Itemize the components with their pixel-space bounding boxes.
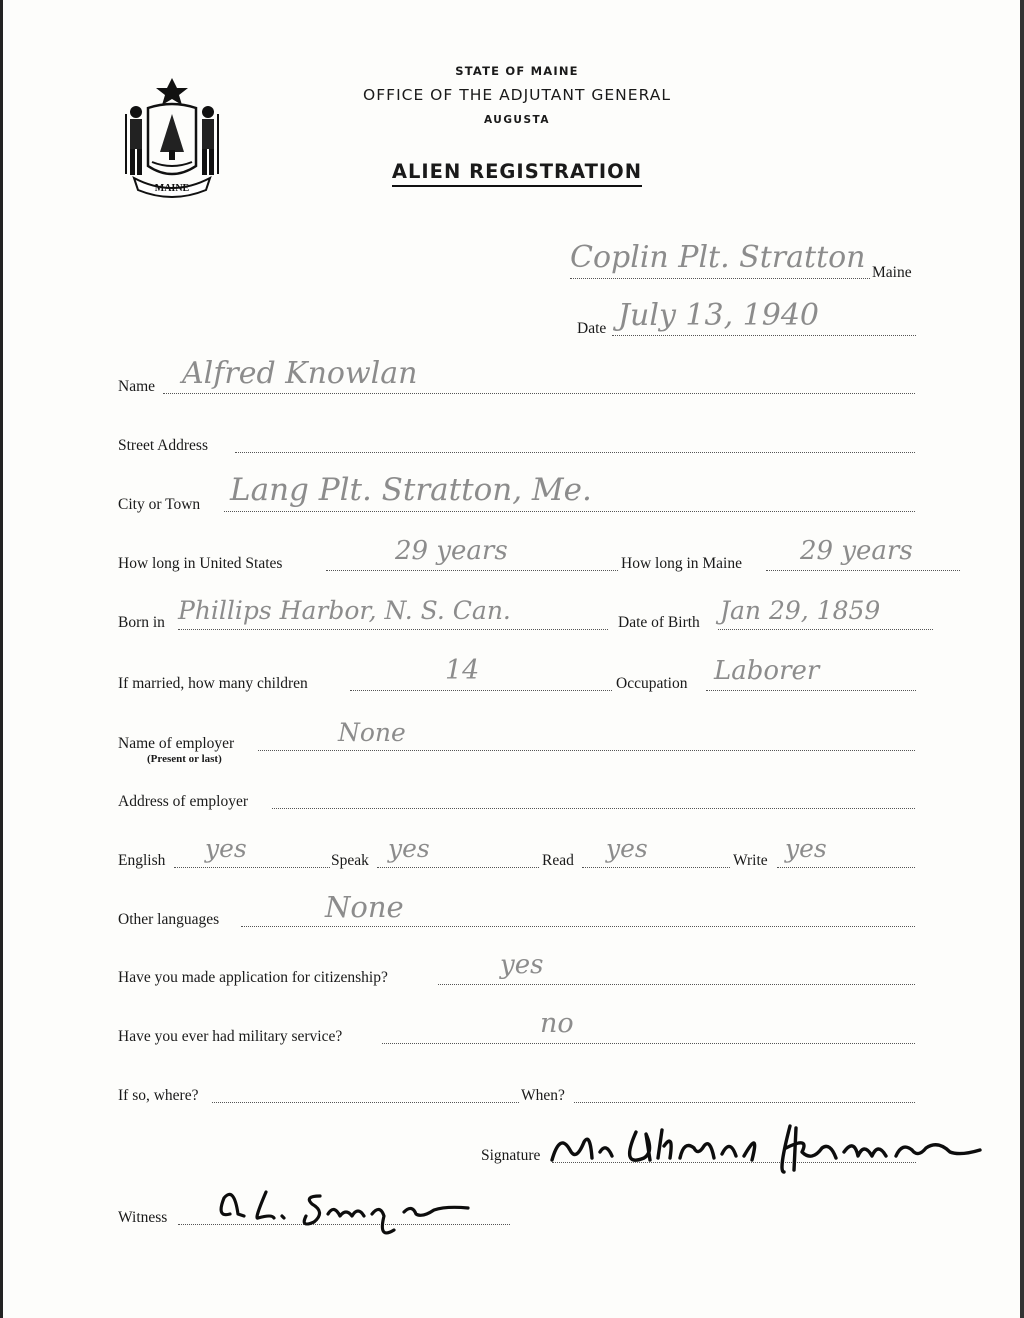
read-line [582, 867, 730, 868]
street-label: Street Address [118, 437, 208, 454]
name-label: Name [118, 378, 156, 395]
employer-line [258, 750, 915, 751]
place-suffix: Maine [872, 264, 912, 281]
header-state: STATE OF MAINE [455, 64, 579, 78]
years-me-label: How long in Maine [621, 555, 742, 572]
scan-edge-right [1020, 0, 1024, 1318]
military-label: Have you ever had military service? [118, 1028, 343, 1045]
english-label: English [118, 852, 166, 869]
speak-label: Speak [331, 852, 369, 869]
street-line [235, 452, 915, 453]
when-line [574, 1102, 915, 1103]
city-label: City or Town [118, 496, 201, 513]
years-us-value: 29 years [395, 536, 508, 566]
signature-label: Signature [481, 1147, 541, 1164]
occupation-line [706, 690, 916, 691]
speak-value: yes [388, 834, 430, 863]
english-value: yes [205, 834, 247, 863]
years-me-value: 29 years [800, 536, 913, 566]
employer-sublabel: (Present or last) [147, 753, 222, 765]
applicant-signature [540, 1112, 1000, 1192]
citizenship-line [438, 984, 915, 985]
years-us-line [326, 570, 618, 571]
born-line [178, 629, 608, 630]
date-line [612, 335, 916, 336]
read-value: yes [606, 834, 648, 863]
speak-line [377, 867, 539, 868]
english-line [174, 867, 330, 868]
citizenship-label: Have you made application for citizenship? [118, 969, 388, 986]
header-office: OFFICE OF THE ADJUTANT GENERAL [363, 86, 671, 104]
citizenship-value: yes [500, 950, 544, 980]
born-label: Born in [118, 614, 165, 631]
dob-label: Date of Birth [618, 614, 700, 631]
place-line [570, 278, 870, 279]
form-title: ALIEN REGISTRATION [392, 160, 642, 187]
employer-value: None [338, 718, 406, 747]
witness-label: Witness [118, 1209, 168, 1226]
header-city: AUGUSTA [483, 114, 550, 126]
occupation-value: Laborer [714, 656, 820, 686]
date-label: Date [577, 320, 607, 337]
seal-banner-text: MAINE [154, 183, 190, 194]
dob-line [718, 629, 933, 630]
other-languages-label: Other languages [118, 911, 220, 928]
write-label: Write [733, 852, 768, 869]
city-line [224, 511, 915, 512]
children-line [350, 690, 612, 691]
other-languages-value: None [325, 890, 404, 924]
employer-address-label: Address of employer [118, 793, 248, 810]
name-value: Alfred Knowlan [182, 356, 418, 391]
place-value: Coplin Plt. Stratton [570, 240, 866, 275]
children-value: 14 [445, 655, 480, 686]
years-us-label: How long in United States [118, 555, 283, 572]
witness-signature [208, 1174, 488, 1250]
children-label: If married, how many children [118, 675, 308, 692]
born-value: Phillips Harbor, N. S. Can. [178, 596, 511, 625]
other-languages-line [241, 926, 915, 927]
city-value: Lang Plt. Stratton, Me. [230, 472, 592, 508]
date-value: July 13, 1940 [618, 298, 820, 333]
military-line [382, 1043, 915, 1044]
where-label: If so, where? [118, 1087, 199, 1104]
military-value: no [540, 1008, 574, 1039]
read-label: Read [542, 852, 574, 869]
when-label: When? [521, 1087, 565, 1104]
dob-value: Jan 29, 1859 [720, 596, 881, 625]
scan-edge-left [0, 0, 3, 1318]
employer-address-line [272, 808, 915, 809]
employer-label: Name of employer [118, 735, 235, 752]
name-line [163, 393, 915, 394]
write-line [777, 867, 915, 868]
write-value: yes [785, 834, 827, 863]
maine-state-seal [120, 74, 224, 200]
years-me-line [766, 570, 960, 571]
where-line [212, 1102, 519, 1103]
occupation-label: Occupation [616, 675, 688, 692]
